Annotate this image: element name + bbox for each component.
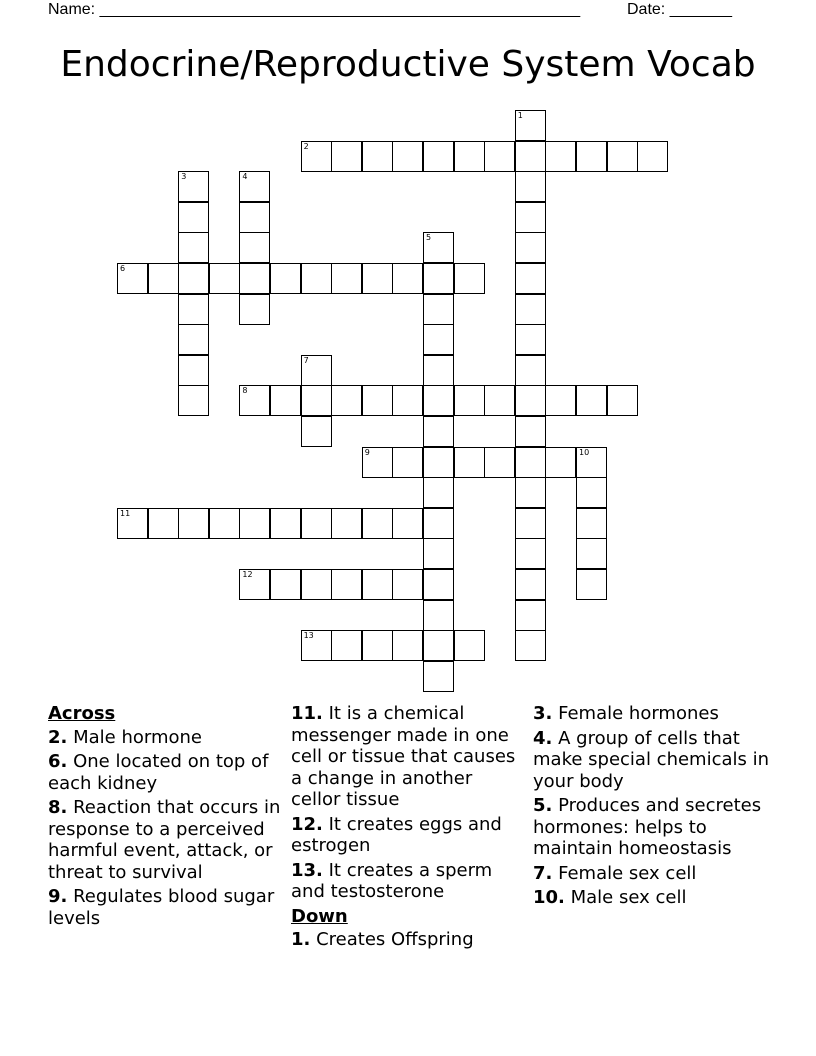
clue-down-4: 4. A group of cells that make special chemicals in your body — [533, 727, 770, 792]
crossword-cell[interactable] — [576, 141, 607, 172]
crossword-cell[interactable] — [301, 416, 332, 447]
clue-across-9: 9. Regulates blood sugar levels — [48, 886, 275, 929]
crossword-cell[interactable] — [484, 385, 515, 416]
crossword-cell[interactable] — [454, 263, 485, 294]
crossword-cell[interactable] — [484, 447, 515, 478]
clue-down-10: 10. Male sex cell — [533, 887, 687, 908]
crossword-cell[interactable] — [178, 232, 209, 263]
crossword-cell[interactable] — [301, 569, 332, 600]
crossword-cell[interactable] — [392, 141, 423, 172]
crossword-cell[interactable] — [423, 630, 454, 661]
crossword-cell[interactable] — [362, 447, 393, 478]
crossword-cell[interactable] — [301, 263, 332, 294]
crossword-cell[interactable] — [515, 630, 546, 661]
crossword-cell[interactable] — [239, 263, 270, 294]
crossword-cell[interactable] — [423, 538, 454, 569]
clue-across-8: 8. Reaction that occurs in response to a perceived harmful event, attack, or threat to survival — [48, 797, 281, 883]
crossword-cell[interactable] — [515, 110, 546, 141]
crossword-cell[interactable] — [331, 141, 362, 172]
crossword-cell[interactable] — [239, 508, 270, 539]
crossword-cell[interactable] — [545, 141, 576, 172]
crossword-cell[interactable] — [515, 477, 546, 508]
crossword-cell[interactable] — [515, 385, 546, 416]
clue-across-11: 11. It is a chemical messenger made in one cell or tissue that causes a change in another cellor tissue — [291, 703, 516, 810]
crossword-cell[interactable] — [484, 141, 515, 172]
clue-number: 3 — [181, 172, 187, 182]
clues-column-1 — [48, 703, 283, 932]
clue-number: 2 — [303, 141, 309, 151]
crossword-cell[interactable] — [423, 569, 454, 600]
crossword-cell[interactable] — [576, 569, 607, 600]
crossword-cell[interactable] — [515, 600, 546, 631]
crossword-cell[interactable] — [515, 171, 546, 202]
crossword-cell[interactable] — [454, 385, 485, 416]
crossword-cell[interactable] — [178, 508, 209, 539]
crossword-cell[interactable] — [331, 508, 362, 539]
crossword-cell[interactable] — [423, 416, 454, 447]
crossword-cell[interactable] — [331, 630, 362, 661]
crossword-cell[interactable] — [392, 263, 423, 294]
crossword-cell[interactable] — [423, 477, 454, 508]
crossword-cell[interactable] — [331, 263, 362, 294]
crossword-cell[interactable] — [392, 569, 423, 600]
crossword-cell[interactable] — [148, 263, 179, 294]
crossword-cell[interactable] — [454, 630, 485, 661]
crossword-cell[interactable] — [178, 294, 209, 325]
crossword-cell[interactable] — [515, 294, 546, 325]
crossword-cell[interactable] — [117, 508, 148, 539]
crossword-cell[interactable] — [362, 508, 393, 539]
clue-number: 12 — [242, 570, 253, 579]
crossword-cell[interactable] — [178, 385, 209, 416]
crossword-cell[interactable] — [392, 630, 423, 661]
clue-down-1: 1. Creates Offspring — [291, 929, 474, 950]
crossword-cell[interactable] — [392, 385, 423, 416]
crossword-cell[interactable] — [515, 263, 546, 294]
crossword-cell[interactable] — [331, 385, 362, 416]
crossword-cell[interactable] — [515, 355, 546, 386]
crossword-cell[interactable] — [515, 508, 546, 539]
crossword-cell[interactable] — [423, 355, 454, 386]
crossword-cell[interactable] — [607, 141, 638, 172]
crossword-cell[interactable] — [545, 447, 576, 478]
clue-number: 6 — [120, 264, 126, 273]
crossword-cell[interactable] — [270, 263, 301, 294]
crossword-cell[interactable] — [545, 385, 576, 416]
crossword-cell[interactable] — [117, 263, 148, 294]
crossword-cell[interactable] — [637, 141, 668, 172]
crossword-cell[interactable] — [423, 232, 454, 263]
crossword-cell[interactable] — [423, 141, 454, 172]
clue-down-5: 5. Produces and secretes hormones: helps to maintain homeostasis — [533, 795, 762, 859]
crossword-cell[interactable] — [239, 232, 270, 263]
down-heading: Down — [291, 905, 348, 927]
crossword-cell[interactable] — [209, 508, 240, 539]
clue-down-7: 7. Female sex cell — [533, 862, 697, 884]
crossword-cell[interactable] — [331, 569, 362, 600]
crossword-cell[interactable] — [178, 171, 209, 202]
clue-number: 1 — [517, 111, 523, 120]
crossword-cell[interactable] — [423, 447, 454, 478]
crossword-cell[interactable] — [576, 385, 607, 416]
crossword-cell[interactable] — [576, 447, 607, 478]
crossword-cell[interactable] — [454, 447, 485, 478]
crossword-cell[interactable] — [362, 630, 393, 661]
crossword-cell[interactable] — [576, 538, 607, 569]
page-title: Endocrine/Reproductive System Vocab — [60, 44, 756, 85]
date-field-line: Date: _______ — [627, 1, 732, 18]
crossword-cell[interactable] — [301, 355, 332, 386]
crossword-cell[interactable] — [515, 202, 546, 233]
crossword-cell[interactable] — [607, 385, 638, 416]
crossword-cell[interactable] — [392, 508, 423, 539]
crossword-cell[interactable] — [423, 385, 454, 416]
crossword-cell[interactable] — [423, 324, 454, 355]
clue-number: 7 — [303, 355, 309, 365]
crossword-cell[interactable] — [515, 569, 546, 600]
crossword-cell[interactable] — [576, 477, 607, 508]
crossword-cell[interactable] — [576, 508, 607, 539]
crossword-cell[interactable] — [392, 447, 423, 478]
crossword-cell[interactable] — [270, 508, 301, 539]
clue-across-12: 12. It creates eggs and estrogen — [291, 813, 502, 856]
crossword-cell[interactable] — [301, 141, 332, 172]
crossword-cell[interactable] — [270, 385, 301, 416]
crossword-cell[interactable] — [239, 171, 270, 202]
crossword-cell[interactable] — [423, 600, 454, 631]
clue-down-3: 3. Female hormones — [533, 703, 719, 724]
crossword-cell[interactable] — [178, 202, 209, 233]
crossword-cell[interactable] — [362, 141, 393, 172]
clue-number: 5 — [426, 233, 432, 243]
crossword-cell[interactable] — [423, 294, 454, 325]
crossword-cell[interactable] — [423, 661, 454, 692]
crossword-cell[interactable] — [239, 294, 270, 325]
crossword-cell[interactable] — [178, 355, 209, 386]
crossword-cell[interactable] — [515, 538, 546, 569]
clue-number: 8 — [242, 386, 248, 396]
crossword-cell[interactable] — [362, 569, 393, 600]
clue-across-13: 13. It creates a sperm and testosterone — [291, 859, 493, 902]
crossword-cell[interactable] — [301, 385, 332, 416]
crossword-cell[interactable] — [423, 508, 454, 539]
clue-across-6: 6. One located on top of each kidney — [48, 751, 269, 794]
crossword-cell[interactable] — [515, 447, 546, 478]
clue-number: 13 — [303, 631, 314, 641]
crossword-cell[interactable] — [209, 263, 240, 294]
crossword-cell[interactable] — [515, 416, 546, 447]
crossword-cell[interactable] — [362, 263, 393, 294]
crossword-cell[interactable] — [515, 232, 546, 263]
clue-across-2: 2. Male hormone — [48, 726, 203, 748]
crossword-cell[interactable] — [270, 569, 301, 600]
crossword-cell[interactable] — [239, 569, 270, 600]
clue-number: 9 — [364, 447, 370, 457]
crossword-cell[interactable] — [301, 508, 332, 539]
clue-number: 10 — [579, 447, 590, 457]
crossword-cell[interactable] — [239, 385, 270, 416]
clues-column-2 — [291, 703, 527, 954]
clues-column-3 — [533, 703, 773, 912]
crossword-cell[interactable] — [301, 630, 332, 661]
crossword-cell[interactable] — [178, 324, 209, 355]
crossword-cell[interactable] — [515, 324, 546, 355]
crossword-cell[interactable] — [454, 141, 485, 172]
name-field-line: Name: ______________________________________________________ — [48, 1, 581, 18]
crossword-cell[interactable] — [178, 263, 209, 294]
crossword-cell[interactable] — [362, 385, 393, 416]
crossword-cell[interactable] — [423, 263, 454, 294]
clue-number: 11 — [120, 508, 131, 518]
crossword-cell[interactable] — [515, 141, 546, 172]
across-heading: Across — [48, 703, 116, 724]
crossword-cell[interactable] — [148, 508, 179, 539]
clue-number: 4 — [242, 172, 248, 182]
crossword-cell[interactable] — [239, 202, 270, 233]
